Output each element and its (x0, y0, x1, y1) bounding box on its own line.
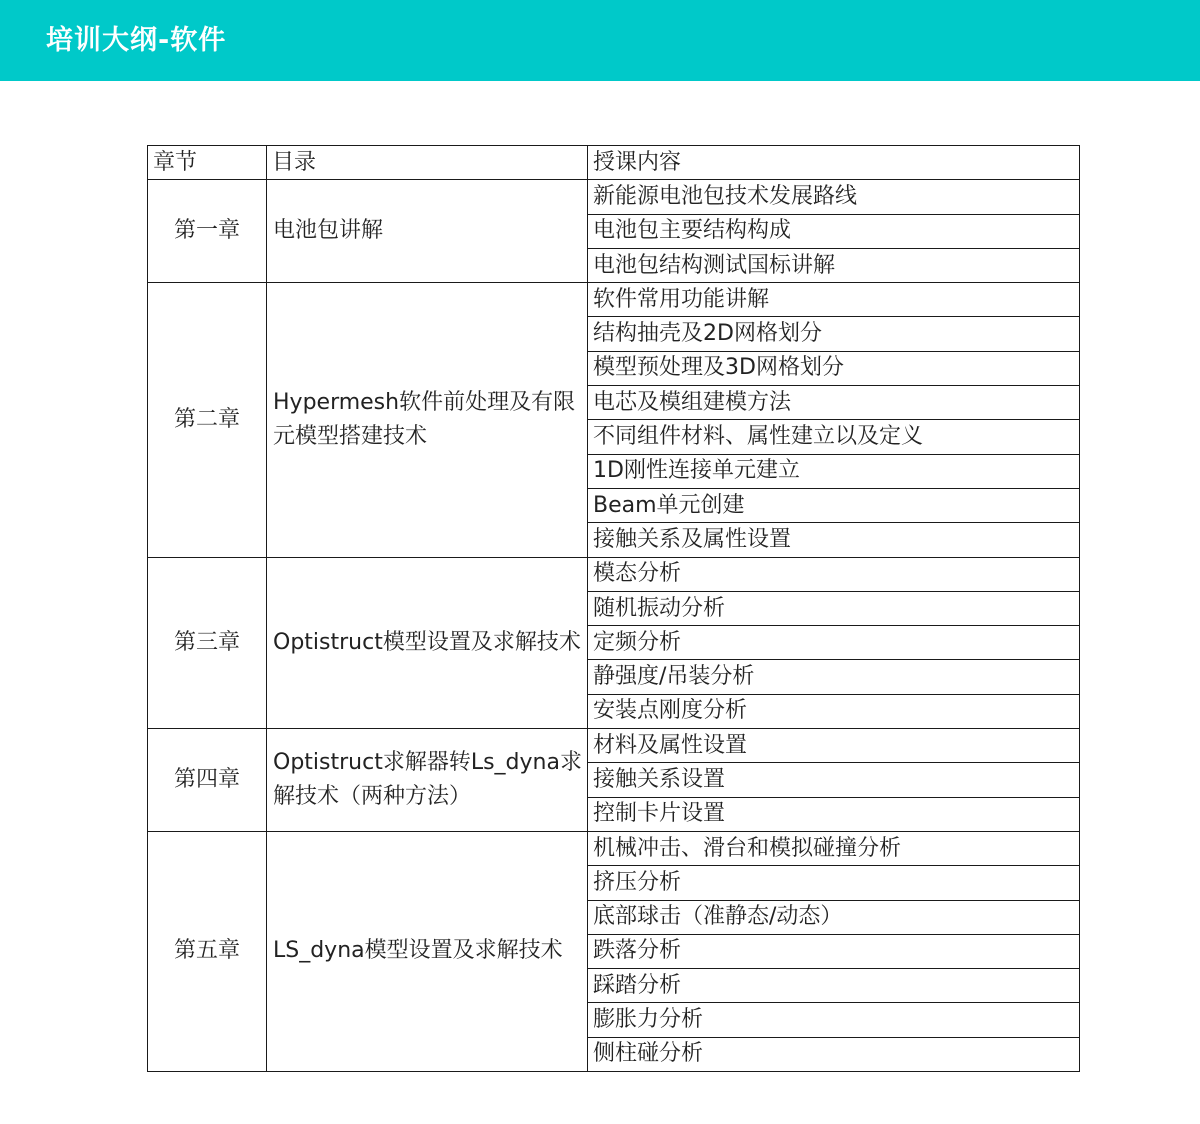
directory-cell: Optistruct模型设置及求解技术 (267, 557, 588, 728)
chapter-cell: 第一章 (148, 180, 267, 283)
table-row (148, 831, 1080, 865)
chapter-cell: 第二章 (148, 283, 267, 557)
directory-cell: 电池包讲解 (267, 180, 588, 283)
content-cell: 模态分析 (588, 557, 1080, 591)
content-cell: 膨胀力分析 (588, 1003, 1080, 1037)
header-directory: 目录 (267, 146, 588, 180)
content-cell: 控制卡片设置 (588, 797, 1080, 831)
content-cell: 电池包主要结构构成 (588, 214, 1080, 248)
syllabus-table (147, 145, 1080, 1072)
content-cell: 接触关系及属性设置 (588, 523, 1080, 557)
content-cell: 电芯及模组建模方法 (588, 386, 1080, 420)
content-cell: 随机振动分析 (588, 591, 1080, 625)
content-cell: 材料及属性设置 (588, 729, 1080, 763)
content-cell: 新能源电池包技术发展路线 (588, 180, 1080, 214)
content-cell: Beam单元创建 (588, 488, 1080, 522)
content-cell: 不同组件材料、属性建立以及定义 (588, 420, 1080, 454)
chapter-cell: 第三章 (148, 557, 267, 728)
table-header-row (148, 146, 1080, 180)
directory-cell: LS_dyna模型设置及求解技术 (267, 831, 588, 1071)
content-cell: 结构抽壳及2D网格划分 (588, 317, 1080, 351)
content-cell: 1D刚性连接单元建立 (588, 454, 1080, 488)
content-cell: 机械冲击、滑台和模拟碰撞分析 (588, 831, 1080, 865)
chapter-cell: 第四章 (148, 729, 267, 832)
header-chapter: 章节 (148, 146, 267, 180)
header-banner (0, 0, 1200, 81)
content-cell: 踩踏分析 (588, 969, 1080, 1003)
page-title: 培训大纲-软件 (46, 25, 227, 56)
directory-cell: Optistruct求解器转Ls_dyna求解技术（两种方法） (267, 729, 588, 832)
table-row (148, 557, 1080, 591)
content-cell: 接触关系设置 (588, 763, 1080, 797)
content-cell: 侧柱碰分析 (588, 1037, 1080, 1071)
content-cell: 模型预处理及3D网格划分 (588, 351, 1080, 385)
content-cell: 跌落分析 (588, 934, 1080, 968)
table-row (148, 729, 1080, 763)
table-row (148, 180, 1080, 214)
content-cell: 安装点刚度分析 (588, 694, 1080, 728)
content-cell: 挤压分析 (588, 866, 1080, 900)
content-cell: 底部球击（准静态/动态） (588, 900, 1080, 934)
content-cell: 静强度/吊装分析 (588, 660, 1080, 694)
directory-cell: Hypermesh软件前处理及有限元模型搭建技术 (267, 283, 588, 557)
content-cell: 电池包结构测试国标讲解 (588, 248, 1080, 282)
content-cell: 定频分析 (588, 626, 1080, 660)
header-content: 授课内容 (588, 146, 1080, 180)
chapter-cell: 第五章 (148, 831, 267, 1071)
table-row (148, 283, 1080, 317)
content-cell: 软件常用功能讲解 (588, 283, 1080, 317)
